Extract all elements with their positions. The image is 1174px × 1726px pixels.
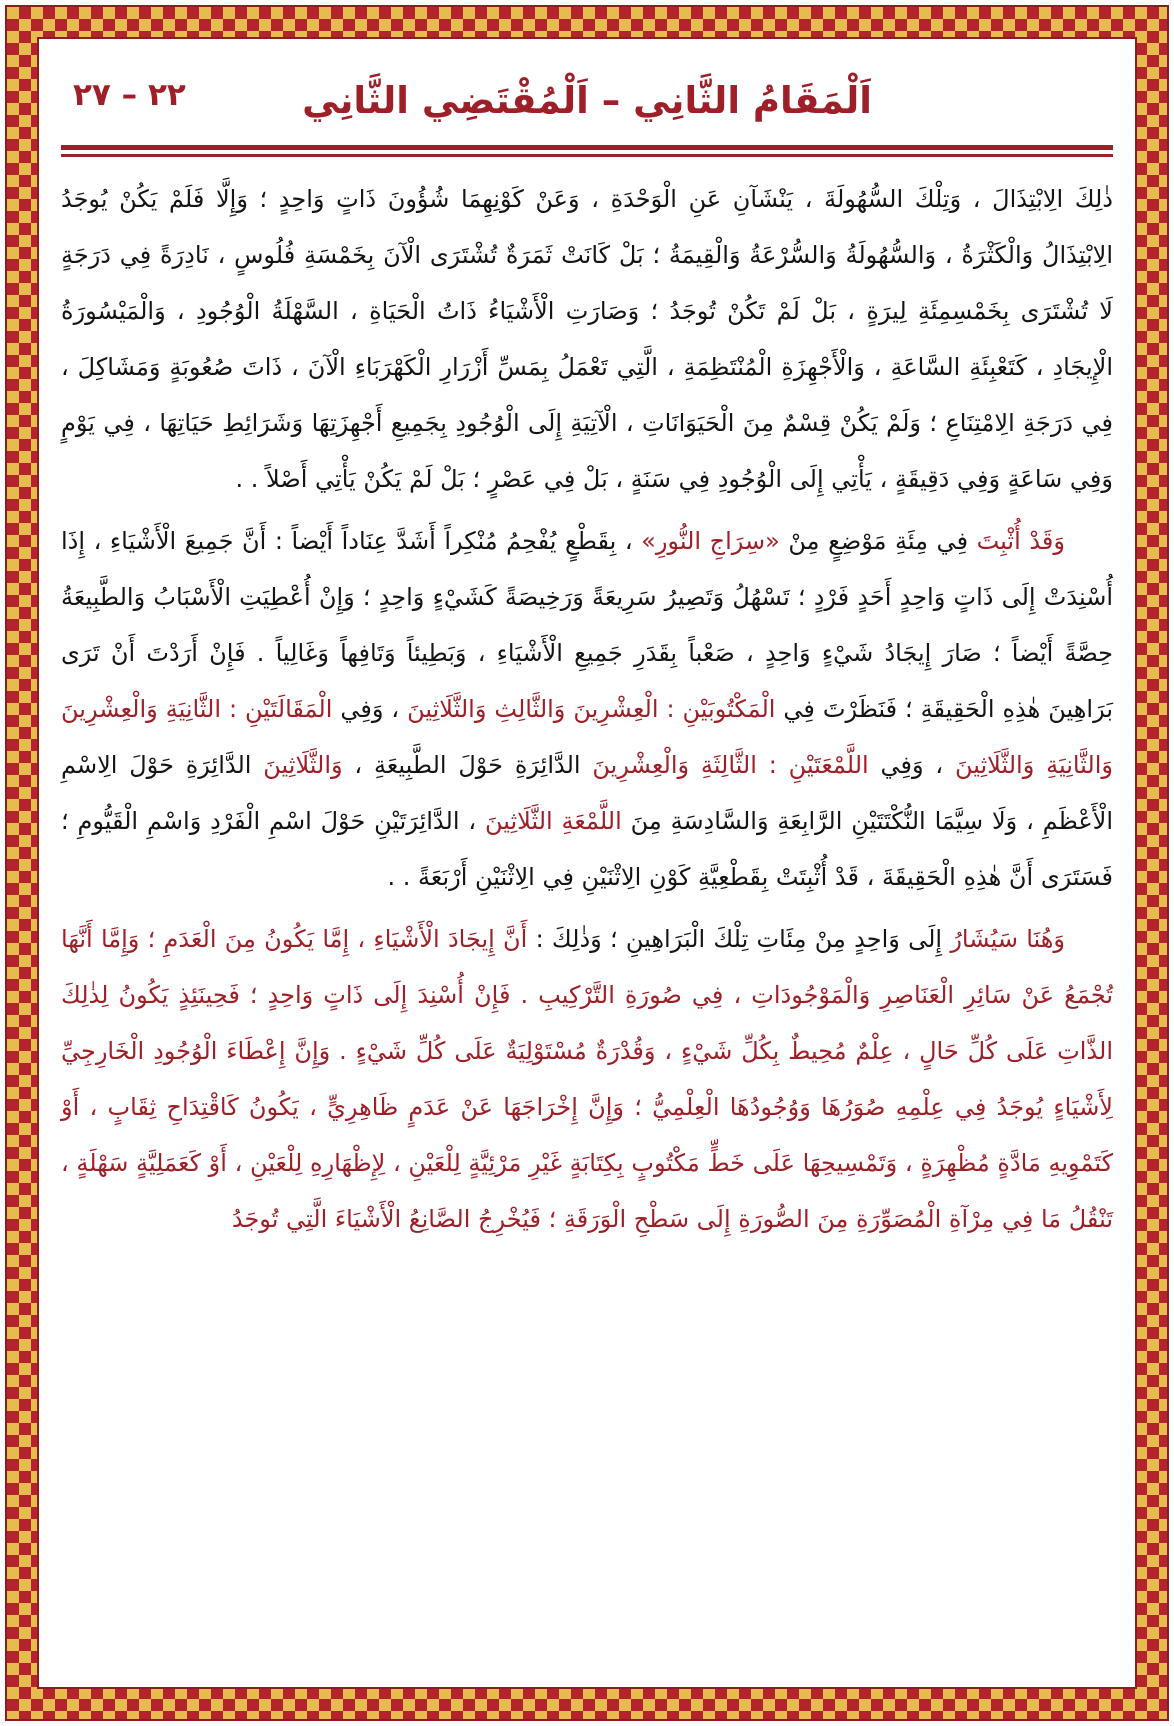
text-run: اللَّمْعَةِ الثَّلَاثِينَ — [484, 807, 622, 835]
text-run: «سِرَاجِ النُّورِ» — [641, 527, 780, 555]
page-content — [39, 39, 1135, 1687]
page-title: اَلْمَقَامُ الثَّانِي – اَلْمُقْتَضِي الثَّانِي — [302, 79, 872, 122]
text-run: ، بِقَطْعٍ يُفْحِمُ مُنْكِراً أَشَدَّ عِنَاداً أَيْضاً : أَنَّ جَمِيعَ الْأَشْيَاءِ ، إِذَا أُسْنِدَتْ إِلَى ذَاتٍ وَاحِدٍ أَحَدٍ فَرْدٍ ؛ تَسْهُلُ وَتَصِيرُ سَرِيعَةً وَرَخِيصَةً كَشَيْءٍ وَاحِدٍ ؛ وَإِنْ أُعْطِيَتِ الْأَسْبَابُ وَالطَّبِيعَةُ حِصَّةً أَيْضاً ؛ صَارَ إِيجَادُ شَيْءٍ وَاحِدٍ ، صَعْباً بِقَدَرِ جَمِيعِ الْأَشْيَاءِ ، وَبَطِيئاً وَتَافِهاً وَغَالِياً . فَإِنْ أَرَدْتَ أَنْ تَرَى بَرَاهِينَ هٰذِهِ الْحَقِيقَةِ ؛ فَنَظَرْتَ فِي — [61, 527, 1114, 723]
text-run: وَالثَّلَاثِينَ — [263, 751, 343, 779]
paragraph — [61, 513, 1113, 905]
text-run: ، وَفِي — [332, 695, 408, 723]
double-rule-divider — [61, 145, 1113, 157]
text-run: الْمَقَالَتَيْنِ : الثَّانِيَةِ وَالْعِشْرِينَ وَالثَّانِيَةِ وَالثَّلَاثِينَ — [61, 695, 1113, 779]
text-run: ، وَفِي — [868, 751, 955, 779]
page-header — [61, 69, 1113, 139]
body-text — [61, 165, 1113, 1247]
text-run: الْمَكْتُوبَيْنِ : الْعِشْرِينَ وَالثَّالِثِ وَالثَّلَاثِينَ — [407, 695, 776, 723]
text-run: الدَّائِرَةِ حَوْلَ الطَّبِيعَةِ ، — [342, 751, 593, 779]
paragraph — [61, 911, 1113, 1247]
text-run: وَهُنَا سَيُشَارُ — [950, 925, 1066, 953]
text-run: إِلَى وَاحِدٍ مِنْ مِئَاتِ تِلْكَ الْبَرَاهِينِ ؛ وَذٰلِكَ : — [527, 925, 951, 953]
page-number-range: ٢٢ – ٢٧ — [73, 77, 186, 113]
paragraph — [61, 171, 1113, 507]
text-run: وَقَدْ أُثْبِتَ — [976, 527, 1065, 555]
text-run: ذٰلِكَ الِابْتِذَالَ ، وَتِلْكَ السُّهُولَةَ ، يَنْشَآنِ عَنِ الْوَحْدَةِ ، وَعَنْ كَوْنِهِمَا شُؤُونَ ذَاتٍ وَاحِدٍ ؛ وَإِلَّا فَلَمْ يَكُنْ يُوجَدُ الِابْتِذَالُ وَالْكَثْرَةُ ، وَالسُّهُولَةُ وَالسُّرْعَةُ وَالْقِيمَةُ ؛ بَلْ كَانَتْ ثَمَرَةٌ تُشْتَرَى الْآنَ بِخَمْسَةِ فُلُوسٍ ، نَادِرَةً فِي دَرَجَةٍ لَا تُشْتَرَى بِخَمْسِمِئَةِ لِيرَةٍ ، بَلْ لَمْ تَكُنْ تُوجَدُ ؛ وَصَارَتِ الْأَشْيَاءُ ذَاتُ الْحَيَاةِ ، السَّهْلَةُ الْوُجُودِ ، وَالْمَيْسُورَةُ الْإِيجَادِ ، كَتَعْبِئَةِ السَّاعَةِ ، وَالْأَجْهِزَةِ الْمُنْتَظِمَةِ ، الَّتِي تَعْمَلُ بِمَسِّ أَزْرَارِ الْكَهْرَبَاءِ الْآنَ ، ذَاتَ صُعُوبَةٍ وَمَشَاكِلَ ، فِي دَرَجَةِ الِامْتِنَاعِ ؛ وَلَمْ يَكُنْ قِسْمٌ مِنَ الْحَيَوَانَاتِ ، الْآتِيَةِ إِلَى الْوُجُودِ بِجَمِيعِ أَجْهِزَتِهَا وَشَرَائِطِ حَيَاتِهَا ، فِي يَوْمٍ وَفِي سَاعَةٍ وَفِي دَقِيقَةٍ ، يَأْتِي إِلَى الْوُجُودِ فِي سَنَةٍ ، بَلْ فِي عَصْرٍ ؛ بَلْ لَمْ يَكُنْ يَأْتِي أَصْلاً . . — [61, 185, 1113, 493]
text-run: أَنَّ إِيجَادَ الْأَشْيَاءِ ، إِمَّا يَكُونُ مِنَ الْعَدَمِ ؛ وَإِمَّا أَنَّهَا تُجْمَعُ عَنْ سَائِرِ الْعَنَاصِرِ وَالْمَوْجُودَاتِ ، فِي صُورَةِ التَّرْكِيبِ . فَإِنْ أُسْنِدَ إِلَى ذَاتٍ وَاحِدٍ ؛ فَحِينَئِذٍ يَكُونُ لِذٰلِكَ الذَّاتِ عَلَى كُلِّ حَالٍ ، عِلْمٌ مُحِيطٌ بِكُلِّ شَيْءٍ ، وَقُدْرَةٌ مُسْتَوْلِيَةٌ عَلَى كُلِّ شَيْءٍ . وَإِنَّ إِعْطَاءَ الْوُجُودِ الْخَارِجِيِّ لِأَشْيَاءٍ يُوجَدُ فِي عِلْمِهِ صُوَرُهَا وَوُجُودُهَا الْعِلْمِيُّ ؛ وَإِنَّ إِخْرَاجَهَا عَنْ عَدَمٍ ظَاهِرِيٍّ ، يَكُونُ كَاقْتِدَاحِ ثِقَابٍ ، أَوْ كَتَمْوِيهِ مَادَّةٍ مُظْهِرَةٍ ، وَتَمْسِيحِهَا عَلَى خَطٍّ مَكْتُوبٍ بِكِتَابَةٍ غَيْرِ مَرْئِيَّةٍ لِلْعَيْنِ ، لِإِظْهَارِهِ لِلْعَيْنِ ، أَوْ كَعَمَلِيَّةٍ سَهْلَةٍ ، تَنْقُلُ مَا فِي مِرْآةِ الْمُصَوِّرَةِ مِنَ الصُّورَةِ إِلَى سَطْحِ الْوَرَقَةِ ؛ فَيُخْرِجُ الصَّانِعُ الْأَشْيَاءَ الَّتِي تُوجَدُ — [61, 925, 1113, 1233]
text-run: الدَّائِرَةِ حَوْلَ الِاسْمِ الْأَعْظَمِ ، وَلَا سِيَّمَا النُّكْتَتَيْنِ الرَّابِعَةِ وَالسَّادِسَةِ مِنَ — [61, 751, 1114, 835]
text-run: ، الدَّائِرَتَيْنِ حَوْلَ اسْمِ الْفَرْدِ وَاسْمِ الْقَيُّومِ ؛ فَسَتَرَى أَنَّ هٰذِهِ الْحَقِيقَةَ ، قَدْ أُثْبِتَتْ بِقَطْعِيَّةِ كَوْنِ الِاثْنَيْنِ فِي الِاثْنَيْنِ أَرْبَعَةً . . — [61, 807, 1113, 891]
text-run: فِي مِئَةِ مَوْضِعٍ مِنْ — [779, 527, 977, 555]
text-run: اللَّمْعَتَيْنِ : الثَّالِثَةِ وَالْعِشْرِينَ — [592, 751, 869, 779]
